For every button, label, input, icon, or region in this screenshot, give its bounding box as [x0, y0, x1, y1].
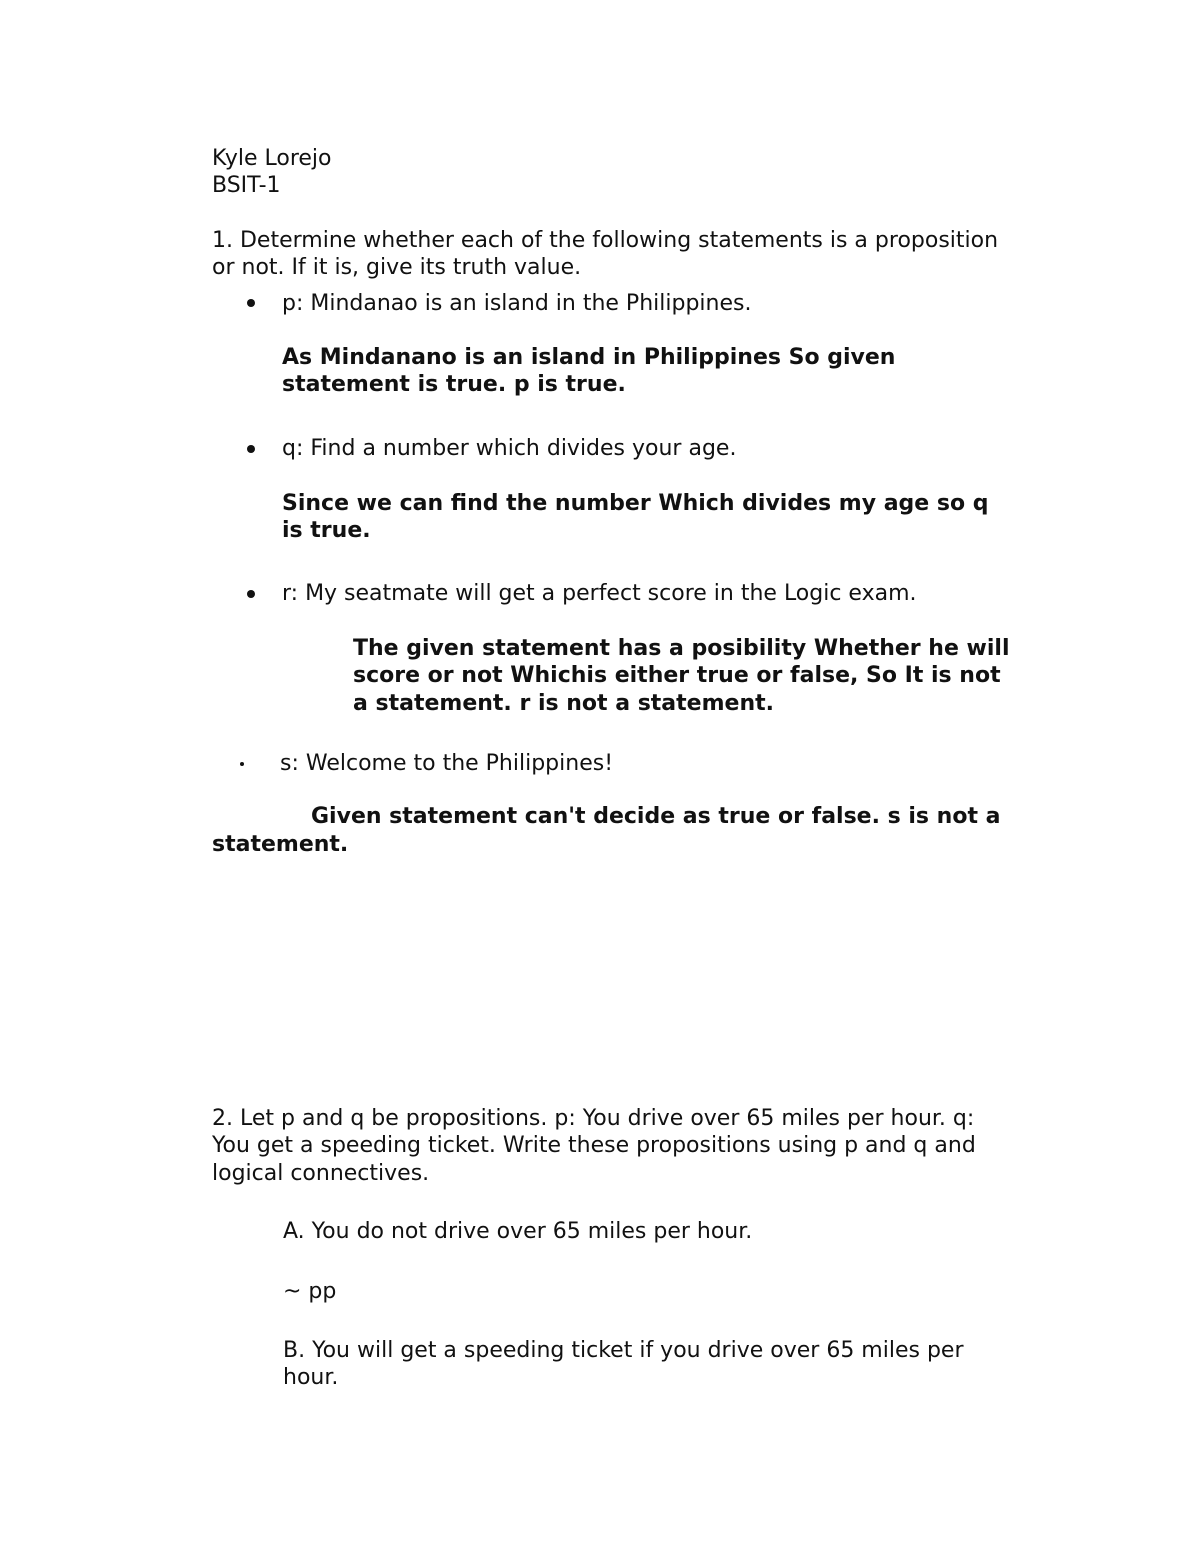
q1-item-s: s: Welcome to the Philippines! [280, 751, 614, 776]
q1-answer-r-line-2: score or not Whichis either true or false, So It is not [353, 663, 1001, 688]
q1-item-p: p: Mindanao is an island in the Philippines. [282, 291, 752, 316]
bullet-icon [247, 299, 255, 307]
q1-answer-s-line-2: statement. [212, 832, 349, 857]
q1-answer-s-line-1: Given statement can't decide as true or false. s is not a [311, 804, 1001, 829]
q1-answer-p-line-2: statement is true. p is true. [282, 372, 626, 397]
author-name: Kyle Lorejo [212, 146, 332, 171]
q2-prompt-line-2: You get a speeding ticket. Write these propositions using p and q and [212, 1133, 976, 1158]
q2-part-a: A. You do not drive over 65 miles per hour. [283, 1219, 753, 1244]
q2-prompt-line-1: 2. Let p and q be propositions. p: You drive over 65 miles per hour. q: [212, 1106, 975, 1131]
bullet-icon [247, 590, 255, 598]
q2-prompt-line-3: logical connectives. [212, 1161, 430, 1186]
q1-prompt-line-2: or not. If it is, give its truth value. [212, 255, 582, 280]
q2-part-b-line-2: hour. [283, 1365, 339, 1390]
q1-answer-r-line-3: a statement. r is not a statement. [353, 691, 774, 716]
q1-item-r: r: My seatmate will get a perfect score in the Logic exam. [282, 581, 917, 606]
q1-answer-p-line-1: As Mindanano is an island in Philippines So given [282, 345, 896, 370]
q1-item-q: q: Find a number which divides your age. [282, 436, 737, 461]
q1-answer-r-line-1: The given statement has a posibility Whether he will [353, 636, 1010, 661]
q1-prompt-line-1: 1. Determine whether each of the following statements is a proposition [212, 228, 999, 253]
class-section: BSIT-1 [212, 173, 281, 198]
bullet-icon [240, 762, 244, 766]
q2-answer-a: ~ pp [283, 1279, 337, 1304]
q1-answer-q-line-2: is true. [282, 518, 371, 543]
q2-part-b-line-1: B. You will get a speeding ticket if you drive over 65 miles per [283, 1338, 964, 1363]
bullet-icon [247, 445, 255, 453]
q1-answer-q-line-1: Since we can find the number Which divides my age so q [282, 491, 989, 516]
